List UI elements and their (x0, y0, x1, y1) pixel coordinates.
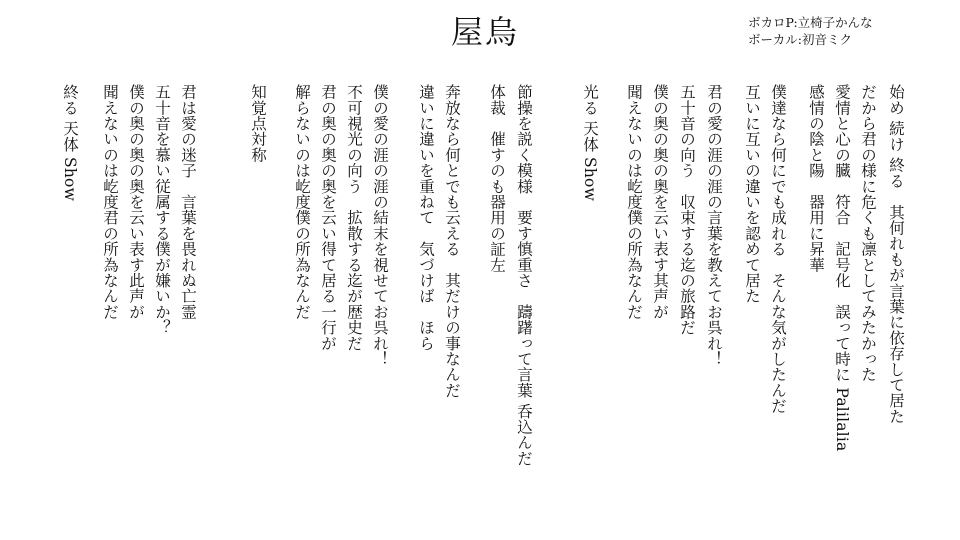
lyric-line: 始め 続け 終る 其何れもが言葉に依存して居た (887, 84, 905, 424)
lyric-line: 感情の陰と陽 器用に昇華 (807, 84, 825, 273)
lyric-line: 愛情と心の臓 符合 記号化 誤って時に Palilalia (833, 84, 851, 452)
lyric-line: 節操を説く模様 要す慎重さ 躊躇って言葉 呑込んだ (515, 84, 533, 466)
lyric-line: 僕の愛の涯の涯の結末を視せてお呉れ！ (371, 84, 389, 367)
lyric-line: 君の愛の涯の涯の言葉を教えてお呉れ！ (705, 84, 723, 367)
lyric-line: 互いに互いの違いを認めて居た (743, 84, 761, 304)
credits (748, 14, 873, 48)
lyric-line: 不可視光の向う 拡散する迄が歴史だ (345, 84, 363, 351)
lyric-line: 体裁 催すのも器用の証左 (488, 84, 506, 273)
lyric-line: 聞えないのは屹度君の所為なんだ (101, 84, 119, 320)
lyric-line: 君の奥の奥の奥を云い得て居る一行が (319, 84, 337, 351)
lyric-line: 僕の奥の奥の奥を云い表す此声が (127, 84, 145, 320)
lyric-line: 解らないのは屹度僕の所為なんだ (293, 84, 311, 320)
song-title: 屋烏 (450, 13, 519, 51)
lyric-line: 五十音の向う 収束する迄の旅路だ (678, 84, 696, 336)
vocal-credit: ボーカル:初音ミク (748, 32, 852, 47)
lyric-line: 五十音を慕い従属する僕が嫌いか？ (153, 84, 171, 336)
lyric-line: 終る 天体 Show (61, 84, 79, 202)
lyric-line: 光る 天体 Show (581, 84, 599, 202)
lyric-line: 僕の奥の奥の奥を云い表す其声が (651, 84, 669, 320)
lyric-line: 僕達なら何にでも成れる そんな気がしたんだ (769, 84, 787, 414)
lyrics-body (0, 84, 960, 534)
lyric-line: 君は愛の迷子 言葉を畏れぬ亡霊 (179, 84, 197, 320)
lyric-line: 聞えないのは屹度僕の所為なんだ (625, 84, 643, 320)
lyric-line: 知覚点対称 (249, 84, 267, 163)
lyric-line: 違いに違いを重ねて 気づけば ほら (417, 84, 435, 351)
producer-credit: ボカロP:立椅子かんな (748, 15, 873, 30)
lyric-line: 奔放なら何とでも云える 其だけの事なんだ (443, 84, 461, 398)
lyric-line: だから君の様に危くも凛としてみたかった (859, 84, 877, 383)
